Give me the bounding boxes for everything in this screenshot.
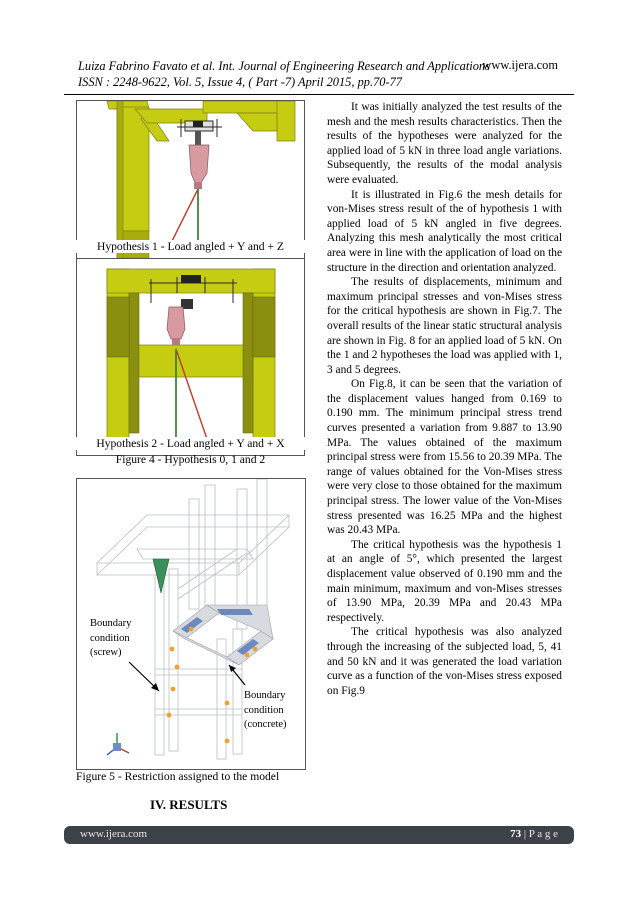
- hypothesis1-caption: Hypothesis 1 - Load angled + Y and + Z: [76, 240, 305, 253]
- paragraph: On Fig.8, it can be seen that the variation of the displacement values hanged from 0.169 to 0.190 mm. The minimum principal stress trend curves presented a variation from 9.887 to 13.90 MPa. The values obtained of the maximum principal stress were from 15.56 to 20.39 MPa. The range of values obtained for the Von-Mises stress were very close to those obtained for the maximum principal stress. The lower value of the Von-Mises stress presented was 16.25 MPa and the highest was 20.43 MPa.: [327, 378, 562, 537]
- concrete-label-line1: Boundary: [244, 690, 286, 701]
- header-citation: [78, 58, 490, 90]
- footer-page-number: [510, 828, 558, 840]
- paragraph: The critical hypothesis was also analyzed through the increasing of the subjected load, 5, 41 and 50 kN and it was generated the load variation curve as a function of the von-Mises stress exposed on Fig.9: [327, 626, 562, 697]
- paragraph: It was initially analyzed the test results of the mesh and the mesh results characteristics. Then the results of the hypotheses were analyzed for the applied load of 5 kN in three load angle variations. Subsequently, the results of the modal analysis were evaluated.: [327, 101, 562, 186]
- header-rule: [64, 94, 574, 95]
- paragraph: The results of displacements, minimum and maximum principal stresses and von-Mises stress for the critical hypothesis are shown in Fig.7. The overall results of the linear static structural analysis are shown in Fig. 8 for an applied load of 5 kN. On the 1 and 2 hypotheses the load was applied with 1, 3 and 5 degrees.: [327, 276, 562, 376]
- page-footer: [64, 826, 574, 844]
- results-body: [327, 100, 562, 698]
- section-title: IV. RESULTS: [150, 797, 228, 812]
- paragraph: It is illustrated in Fig.6 the mesh details for von-Mises stress result of the of hypothesis 1 with applied load of 5 kN angled in five degrees. Analyzing this mesh analytically the most critical area were in line with the application of load on the structure in the direction and orientation analyzed.: [327, 188, 562, 274]
- header-journal-line: Luiza Fabrino Favato et al. Int. Journal of Engineering Research and Applications: [78, 59, 490, 73]
- concrete-label-line2: condition: [244, 704, 284, 716]
- concrete-label-line3: (concrete): [244, 719, 287, 730]
- header-site[interactable]: www.ijera.com: [482, 58, 558, 72]
- page-label: | P a g e: [521, 828, 558, 840]
- concrete-boundary-label: [244, 689, 287, 733]
- header-issn-line: ISSN : 2248-9622, Vol. 5, Issue 4, ( Part -7) April 2015, pp.70-77: [78, 75, 402, 89]
- hypothesis2-structure-image: [77, 259, 304, 455]
- hypothesis2-caption: Hypothesis 2 - Load angled + Y and + X: [76, 437, 305, 450]
- screw-label-line2: condition: [90, 632, 130, 644]
- figure5-caption: Figure 5 - Restriction assigned to the model: [76, 770, 280, 783]
- figure4-caption: Figure 4 - Hypothesis 0, 1 and 2: [115, 453, 266, 466]
- page-number: 73: [510, 828, 522, 840]
- screw-label-line1: Boundary: [90, 618, 132, 629]
- screw-label-line3: (screw): [90, 647, 122, 658]
- paragraph: The critical hypothesis was the hypothesis 1 at an angle of 5°, which presented the largest displacement value observed of 0.190 mm and the main minimum, maximum and von-Mises stresses of 13.90 MPa, 20.39 MPa and 20.43 MPa respectively.: [327, 538, 562, 624]
- figure4-panel-hypothesis1: [76, 100, 305, 259]
- screw-boundary-label: [90, 617, 131, 661]
- figure4-panel-hypothesis2: [76, 258, 305, 456]
- hypothesis1-structure-image: [77, 101, 304, 258]
- footer-site-link[interactable]: www.ijera.com: [80, 828, 148, 840]
